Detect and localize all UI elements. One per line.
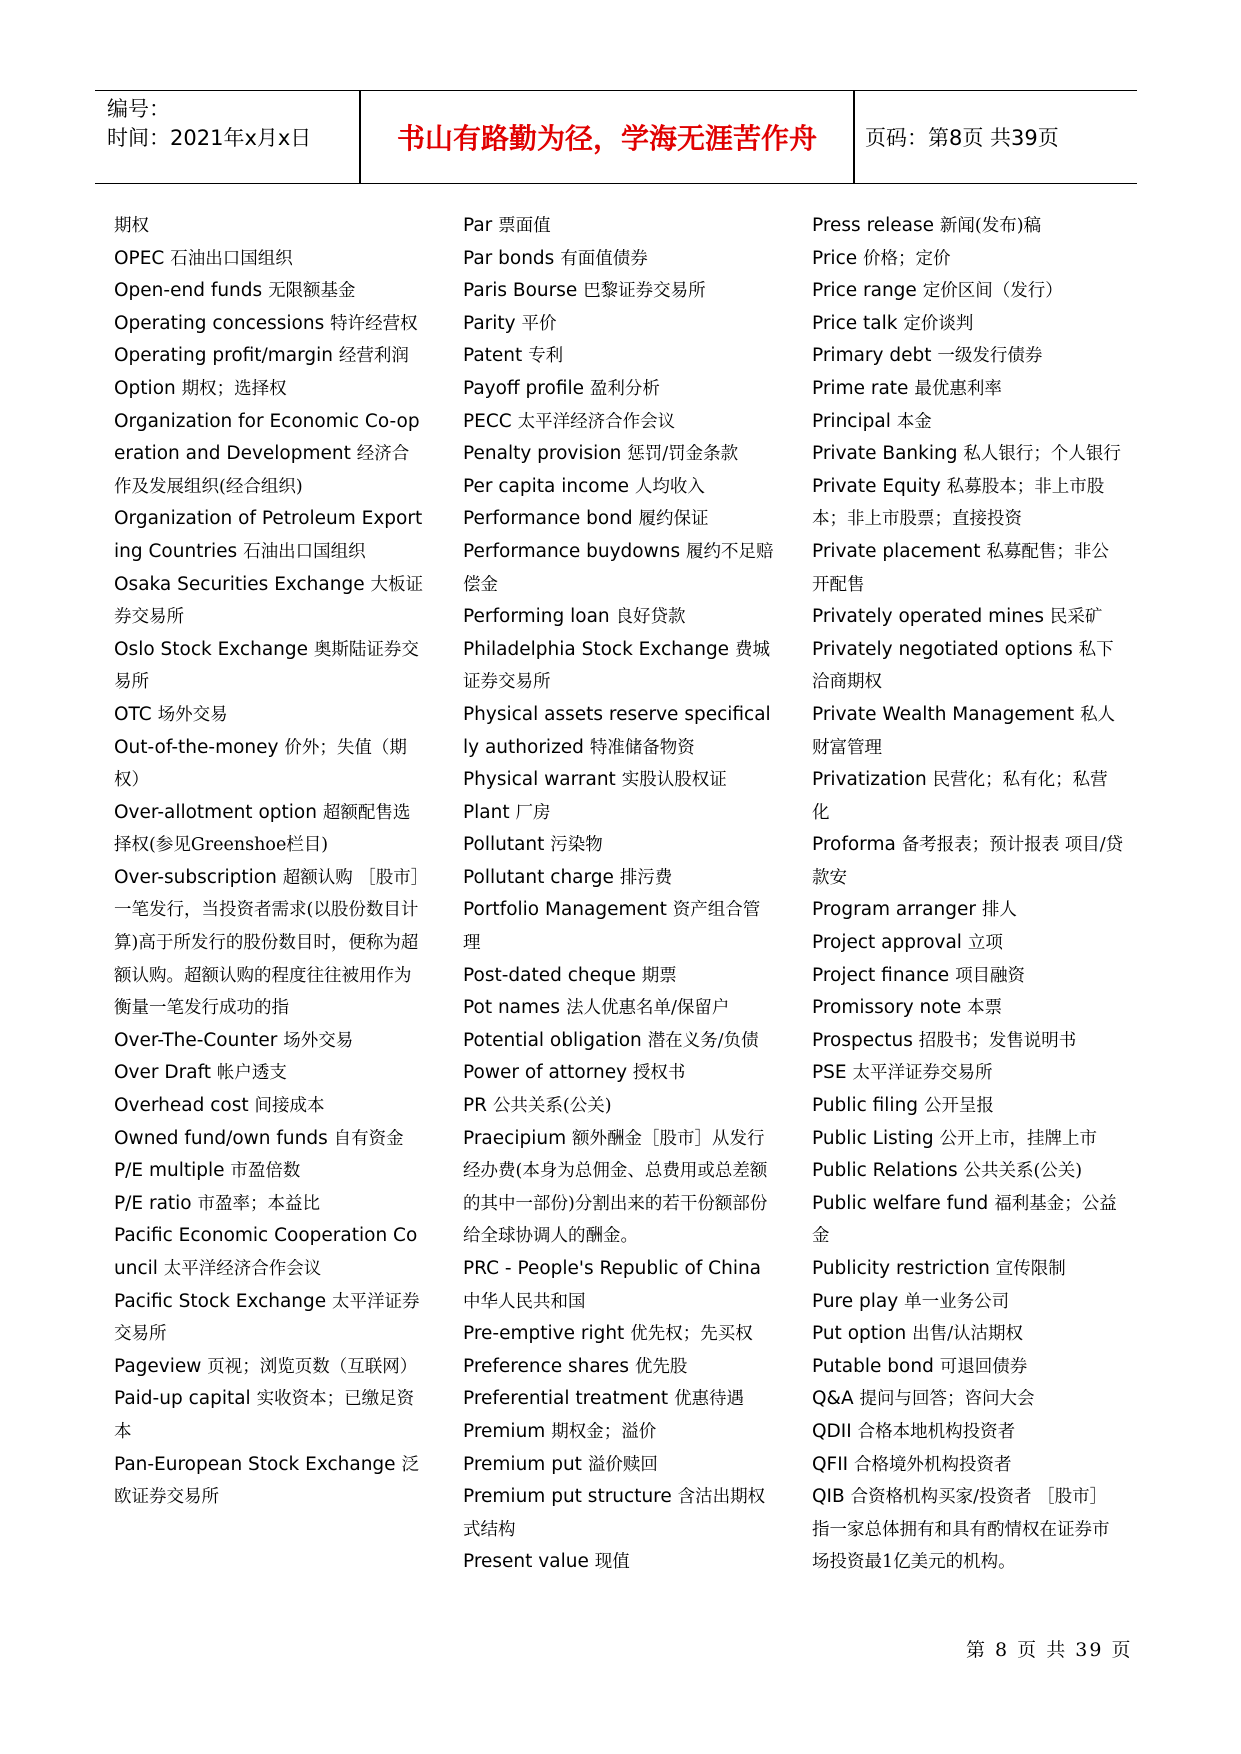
- term-cn: 大板证券交易所: [114, 574, 423, 628]
- term-en: Private placement: [812, 540, 981, 562]
- term-en: Pre-emptive right: [463, 1323, 625, 1345]
- term-cn: 私募配售；非公开配售: [812, 541, 1109, 595]
- term-en: Public Listing: [812, 1127, 934, 1149]
- glossary-entry: [463, 1383, 775, 1416]
- term-cn: 私下洽商期权: [812, 639, 1114, 693]
- glossary-entry: [812, 1123, 1124, 1156]
- term-en: Payoff profile: [463, 377, 584, 399]
- term-en: PSE: [812, 1062, 847, 1084]
- term-cn: 场外交易: [157, 704, 228, 725]
- term-en: Philadelphia Stock Exchange: [463, 638, 730, 660]
- term-cn: 污染物: [550, 835, 603, 856]
- term-en: Public Relations: [812, 1160, 958, 1182]
- term-en: Prime rate: [812, 377, 909, 399]
- glossary-entry: [114, 243, 426, 276]
- glossary-column-3: [812, 210, 1124, 1579]
- term-cn: 优先股: [634, 1356, 688, 1377]
- glossary-entry: [114, 210, 426, 243]
- term-cn: 新闻(发布)稿: [939, 216, 1042, 236]
- term-en: Over-subscription: [114, 866, 277, 888]
- time-label: 时间：2021年x月x日: [107, 126, 312, 150]
- term-cn: 福利基金；公益金: [812, 1193, 1117, 1247]
- term-en: Pure play: [812, 1290, 899, 1312]
- term-en: Paid-up capital: [114, 1388, 251, 1410]
- term-cn: 立项: [967, 933, 1003, 954]
- glossary-entry: [463, 1025, 775, 1058]
- glossary-entry: [812, 699, 1124, 764]
- term-en: Private Equity: [812, 475, 941, 497]
- term-cn: 超额认购 ［股市］一笔发行，当投资者需求(以股份数目计算)高于所发行的股份数目时，便称为超额认购。超额认购的程度往往被用作为衡量一笔发行成功的指: [114, 867, 420, 1019]
- term-cn: 期权: [114, 216, 149, 236]
- term-cn: 履约不足赔偿金: [463, 541, 774, 595]
- term-cn: 单一业务公司: [904, 1291, 1010, 1312]
- glossary-entry: [463, 308, 775, 341]
- glossary-entry: [463, 1449, 775, 1482]
- glossary-entry: [463, 862, 775, 895]
- glossary-entry: [812, 1318, 1124, 1351]
- term-en: Overhead cost: [114, 1095, 249, 1117]
- term-en: Principal: [812, 410, 891, 432]
- term-cn: 优先权；先买权: [630, 1324, 753, 1345]
- term-cn: 平价: [521, 313, 557, 334]
- term-en: Operating concessions: [114, 312, 325, 334]
- term-cn: 太平洋证券交易所: [852, 1063, 993, 1084]
- glossary-entry: [114, 1090, 426, 1123]
- term-cn: 项目融资: [955, 965, 1026, 986]
- term-cn: 招股书；发售说明书: [918, 1030, 1077, 1051]
- term-cn: 石油出口国组织: [243, 541, 366, 562]
- term-en: Pollutant: [463, 834, 545, 856]
- term-cn: 本金: [896, 411, 932, 432]
- glossary-entry: [463, 536, 775, 601]
- glossary-entry: [812, 210, 1124, 243]
- term-cn: 潜在义务/负债: [647, 1030, 759, 1051]
- term-cn: 民营化；私有化；私营化: [812, 770, 1108, 823]
- term-en: Praecipium: [463, 1127, 567, 1149]
- term-en: PECC: [463, 410, 512, 432]
- term-en: Owned fund/own funds: [114, 1127, 328, 1149]
- glossary-entry: [812, 927, 1124, 960]
- term-en: Putable bond: [812, 1355, 934, 1377]
- glossary-entry: [463, 210, 775, 243]
- term-cn: 特准储备物资: [589, 737, 695, 758]
- term-cn: 有面值债券: [560, 248, 648, 269]
- glossary-entry: [812, 471, 1124, 536]
- term-en: Oslo Stock Exchange: [114, 638, 309, 660]
- term-cn: 人均收入: [634, 476, 705, 497]
- term-cn: 定价谈判: [903, 313, 974, 334]
- term-en: Over-The-Counter: [114, 1029, 278, 1051]
- term-en: Portfolio Management: [463, 899, 667, 921]
- glossary-entry: [114, 1188, 426, 1221]
- term-cn: 帐户透支: [216, 1063, 287, 1084]
- term-en: Project approval: [812, 932, 962, 954]
- term-en: Physical warrant: [463, 769, 616, 791]
- term-en: Plant: [463, 801, 510, 823]
- term-cn: 场外交易: [283, 1030, 354, 1051]
- glossary-entry: [812, 764, 1124, 829]
- term-en: Organization for Economic Co-operation and Development: [114, 410, 420, 465]
- term-en: Out-of-the-money: [114, 736, 279, 758]
- term-en: Patent: [463, 345, 523, 367]
- term-en: Organization of Petroleum Exporting Countries: [114, 508, 423, 562]
- term-cn: 页视；浏览页数（互联网）: [207, 1356, 418, 1377]
- term-cn: 期权金；溢价: [551, 1421, 657, 1442]
- term-en: Publicity restriction: [812, 1258, 990, 1279]
- glossary-entry: [114, 732, 426, 797]
- glossary-entry: [114, 1449, 426, 1514]
- glossary-entry: [812, 308, 1124, 341]
- term-cn: 经济合作及发展组织(经合组织): [114, 444, 410, 497]
- term-en: Over Draft: [114, 1062, 212, 1084]
- term-en: Osaka Securities Exchange: [114, 573, 365, 595]
- term-cn: 费城证券交易所: [463, 639, 770, 693]
- glossary-entry: [463, 1253, 775, 1318]
- term-en: Par: [463, 215, 493, 236]
- header-meta: [107, 95, 311, 153]
- term-cn: 公开上市，挂牌上市: [939, 1128, 1097, 1149]
- term-cn: 溢价赎回: [587, 1454, 658, 1475]
- term-en: P/E multiple: [114, 1160, 225, 1182]
- term-en: Pacific Economic Cooperation Council: [114, 1225, 418, 1279]
- term-en: Prospectus: [812, 1029, 913, 1051]
- glossary-entry: [463, 471, 775, 504]
- page-header: [95, 90, 1137, 184]
- term-cn: 奥斯陆证券交易所: [114, 639, 419, 693]
- glossary-entry: [812, 634, 1124, 699]
- term-cn: 合资格机构买家/投资者 ［股市］指一家总体拥有和具有酌情权在证券市场投资最1亿美元的机构。: [812, 1487, 1110, 1573]
- term-cn: 公开呈报: [923, 1096, 994, 1117]
- term-en: Pollutant charge: [463, 866, 614, 888]
- term-cn: 实股认股权证: [621, 770, 727, 791]
- header-divider: [853, 91, 855, 183]
- term-cn: 自有资金: [333, 1128, 404, 1149]
- term-cn: 备考报表；预计报表 项目/贷款安: [812, 835, 1124, 888]
- glossary-entry: [114, 340, 426, 373]
- term-en: QDII: [812, 1420, 852, 1442]
- glossary-entry: [812, 1351, 1124, 1384]
- term-en: Physical assets reserve specifically authorized: [463, 703, 771, 758]
- term-en: Par bonds: [463, 247, 555, 269]
- term-en: Performance bond: [463, 508, 633, 530]
- term-en: Proforma: [812, 834, 896, 856]
- glossary-entry: [812, 1057, 1124, 1090]
- glossary-entry: [463, 373, 775, 406]
- term-en: QIB: [812, 1486, 845, 1508]
- glossary-entry: [463, 406, 775, 439]
- term-en: Project finance: [812, 964, 950, 986]
- term-cn: 市盈倍数: [230, 1161, 301, 1182]
- term-en: Post-dated cheque: [463, 964, 636, 986]
- glossary-entry: [114, 634, 426, 699]
- glossary-entry: [812, 1286, 1124, 1319]
- glossary-entry: [812, 1416, 1124, 1449]
- term-en: OPEC: [114, 247, 165, 269]
- glossary-entry: [463, 764, 775, 797]
- glossary-entry: [812, 1155, 1124, 1188]
- glossary-entry: [114, 503, 426, 568]
- term-en: PRC - People's Republic of China: [463, 1258, 762, 1279]
- glossary-entry: [812, 275, 1124, 308]
- term-en: Privatization: [812, 769, 927, 791]
- term-cn: 资产组合管理: [463, 900, 761, 954]
- glossary-entry: [114, 1383, 426, 1448]
- glossary-entry: [463, 243, 775, 276]
- glossary-column-2: [463, 210, 775, 1579]
- term-en: Pageview: [114, 1355, 202, 1377]
- glossary-entry: [463, 601, 775, 634]
- glossary-entry: [114, 1123, 426, 1156]
- glossary-entry: [812, 438, 1124, 471]
- term-en: Option: [114, 377, 176, 399]
- glossary-entry: [812, 340, 1124, 373]
- term-en: Pacific Stock Exchange: [114, 1290, 327, 1312]
- term-cn: 巴黎证券交易所: [583, 281, 706, 302]
- glossary-entry: [114, 275, 426, 308]
- term-en: Over-allotment option: [114, 801, 317, 823]
- term-cn: 现值: [594, 1552, 630, 1573]
- glossary-entry: [463, 503, 775, 536]
- term-en: Pot names: [463, 997, 561, 1019]
- term-en: Premium put structure: [463, 1486, 672, 1508]
- term-cn: 太平洋经济合作会议: [163, 1259, 322, 1279]
- glossary-entry: [812, 406, 1124, 439]
- term-en: Promissory note: [812, 997, 962, 1019]
- glossary-entry: [463, 797, 775, 830]
- term-en: Operating profit/margin: [114, 345, 334, 367]
- term-en: Premium put: [463, 1453, 582, 1475]
- glossary-entry: [463, 894, 775, 959]
- glossary-entry: [812, 1481, 1124, 1579]
- glossary-entry: [463, 699, 775, 764]
- term-cn: 额外酬金［股市］从发行经办费(本身为总佣金、总费用或总差额的其中一部份)分割出来的若干份额部份给全球协调人的酬金。: [463, 1128, 768, 1247]
- term-cn: 专利: [528, 346, 564, 367]
- glossary-entry: [114, 406, 426, 504]
- header-motto: 书山有路勤为径，学海无涯苦作舟: [396, 122, 817, 155]
- glossary-entry: [463, 1090, 775, 1123]
- term-cn: 厂房: [515, 802, 551, 823]
- glossary-entry: [114, 1025, 426, 1058]
- term-cn: 出售/认沽期权: [912, 1324, 1023, 1345]
- term-en: Parity: [463, 312, 516, 334]
- term-cn: 期权；选择权: [181, 378, 287, 399]
- glossary-entry: [114, 569, 426, 634]
- term-cn: 经营利润: [338, 346, 409, 367]
- term-cn: 价格；定价: [863, 248, 951, 269]
- term-cn: 授权书: [632, 1063, 686, 1084]
- term-cn: 太平洋经济合作会议: [517, 411, 676, 432]
- term-en: Power of attorney: [463, 1062, 628, 1084]
- glossary-entry: [114, 699, 426, 732]
- glossary-entry: [812, 1383, 1124, 1416]
- term-en: Price range: [812, 280, 917, 302]
- glossary-entry: [812, 1188, 1124, 1253]
- term-en: Privately negotiated options: [812, 638, 1073, 660]
- page-footer: 第 8 页 共 39 页: [966, 1639, 1133, 1661]
- term-en: Public welfare fund: [812, 1192, 989, 1214]
- term-en: Present value: [463, 1551, 589, 1573]
- glossary-entry: [463, 1318, 775, 1351]
- term-en: Public filing: [812, 1095, 919, 1117]
- glossary-entry: [812, 536, 1124, 601]
- glossary-entry: [114, 797, 426, 862]
- glossary-entry: [812, 373, 1124, 406]
- term-cn: 间接成本: [254, 1096, 325, 1117]
- glossary-entry: [463, 1481, 775, 1546]
- term-cn: 无限额基金: [268, 281, 356, 302]
- term-cn: 石油出口国组织: [170, 248, 293, 269]
- glossary-entry: [812, 1253, 1124, 1286]
- glossary-entry: [114, 1155, 426, 1188]
- term-cn: 排人: [981, 900, 1017, 921]
- term-en: Private Banking: [812, 443, 958, 465]
- glossary-column-1: [114, 210, 426, 1514]
- glossary-entry: [463, 1351, 775, 1384]
- term-cn: 民采矿: [1049, 607, 1103, 628]
- header-page-info: 页码：第8页 共39页: [865, 126, 1059, 150]
- term-en: PR: [463, 1095, 488, 1117]
- term-cn: 优惠待遇: [674, 1389, 745, 1410]
- term-cn: 公共关系(公关): [492, 1096, 612, 1117]
- glossary-entry: [463, 438, 775, 471]
- term-cn: 惩罚/罚金条款: [627, 444, 739, 465]
- glossary-entry: [463, 634, 775, 699]
- term-en: QFII: [812, 1453, 849, 1475]
- glossary-entry: [463, 992, 775, 1025]
- term-cn: 宣传限制: [995, 1259, 1066, 1279]
- term-cn: 私募股本；非上市股本；非上市股票；直接投资: [812, 476, 1105, 530]
- term-cn: 定价区间（发行）: [922, 281, 1063, 302]
- glossary-entry: [463, 1057, 775, 1090]
- term-cn: 合格境外机构投资者: [854, 1454, 1012, 1475]
- term-cn: 价外；失值（期权）: [114, 737, 407, 791]
- term-cn: 良好贷款: [615, 607, 686, 628]
- term-cn: 票面值: [498, 216, 551, 236]
- glossary-entry: [812, 1449, 1124, 1482]
- term-cn: 一级发行债券: [937, 346, 1043, 367]
- term-cn: 最优惠利率: [914, 378, 1002, 399]
- term-en: Private Wealth Management: [812, 703, 1075, 725]
- glossary-entry: [463, 1546, 775, 1579]
- term-cn: 泛欧证券交易所: [114, 1454, 419, 1508]
- term-en: Premium: [463, 1420, 546, 1442]
- term-cn: 合格本地机构投资者: [857, 1421, 1016, 1442]
- term-en: Open-end funds: [114, 280, 263, 302]
- glossary-entry: [114, 1351, 426, 1384]
- term-cn: 期票: [641, 965, 677, 986]
- term-en: Price talk: [812, 312, 898, 334]
- term-cn: 含沽出期权式结构: [463, 1487, 766, 1540]
- term-cn: 市盈率；本益比: [197, 1193, 321, 1214]
- glossary-entry: [463, 1416, 775, 1449]
- term-en: Paris Bourse: [463, 280, 578, 302]
- glossary-entry: [812, 1090, 1124, 1123]
- glossary-entry: [114, 373, 426, 406]
- term-en: Potential obligation: [463, 1029, 642, 1051]
- term-en: Privately operated mines: [812, 606, 1045, 628]
- term-en: Preferential treatment: [463, 1388, 669, 1410]
- glossary-entry: [463, 340, 775, 373]
- glossary-entry: [114, 1057, 426, 1090]
- term-cn: 特许经营权: [330, 313, 418, 334]
- term-en: Program arranger: [812, 899, 976, 921]
- term-cn: 太平洋证券交易所: [114, 1291, 420, 1345]
- term-cn: 可退回债券: [939, 1356, 1028, 1377]
- term-cn: 履约保证: [638, 509, 709, 530]
- term-en: Penalty provision: [463, 443, 622, 465]
- term-cn: 盈利分析: [589, 378, 660, 399]
- term-en: Preference shares: [463, 1355, 629, 1377]
- glossary-entry: [463, 275, 775, 308]
- glossary-entry: [114, 308, 426, 341]
- term-en: P/E ratio: [114, 1192, 192, 1214]
- glossary-entry: [812, 894, 1124, 927]
- term-cn: 私人财富管理: [812, 704, 1116, 758]
- glossary-entry: [812, 992, 1124, 1025]
- glossary-entry: [812, 829, 1124, 894]
- glossary-entry: [114, 1220, 426, 1285]
- term-cn: 中华人民共和国: [463, 1291, 586, 1312]
- term-cn: 实收资本；已缴足资本: [114, 1389, 415, 1442]
- glossary-entry: [812, 1025, 1124, 1058]
- term-en: Q&A: [812, 1388, 854, 1410]
- term-en: Primary debt: [812, 345, 932, 367]
- term-cn: 私人银行；个人银行: [963, 444, 1121, 465]
- glossary-entry: [463, 829, 775, 862]
- glossary-entry: [812, 601, 1124, 634]
- glossary-entry: [114, 1286, 426, 1351]
- term-en: Performance buydowns: [463, 540, 681, 562]
- term-en: Performing loan: [463, 606, 610, 628]
- glossary-entry: [463, 1123, 775, 1253]
- term-cn: 提问与回答；咨问大会: [859, 1389, 1035, 1410]
- term-en: Per capita income: [463, 475, 629, 497]
- term-en: Pan-European Stock Exchange: [114, 1453, 396, 1475]
- term-cn: 本票: [967, 998, 1003, 1019]
- term-en: Press release: [812, 215, 935, 236]
- term-en: OTC: [114, 703, 152, 725]
- term-cn: 法人优惠名单/保留户: [565, 998, 730, 1019]
- glossary-entry: [812, 243, 1124, 276]
- number-label: 编号：: [107, 97, 170, 121]
- term-cn: 超额配售选择权(参见Greenshoe栏目): [114, 802, 411, 856]
- glossary-entry: [812, 960, 1124, 993]
- term-en: Put option: [812, 1323, 907, 1345]
- glossary-entry: [114, 862, 426, 1025]
- glossary-entry: [463, 960, 775, 993]
- term-en: Price: [812, 247, 858, 269]
- term-cn: 公共关系(公关): [963, 1161, 1083, 1182]
- term-cn: 排污费: [619, 867, 673, 888]
